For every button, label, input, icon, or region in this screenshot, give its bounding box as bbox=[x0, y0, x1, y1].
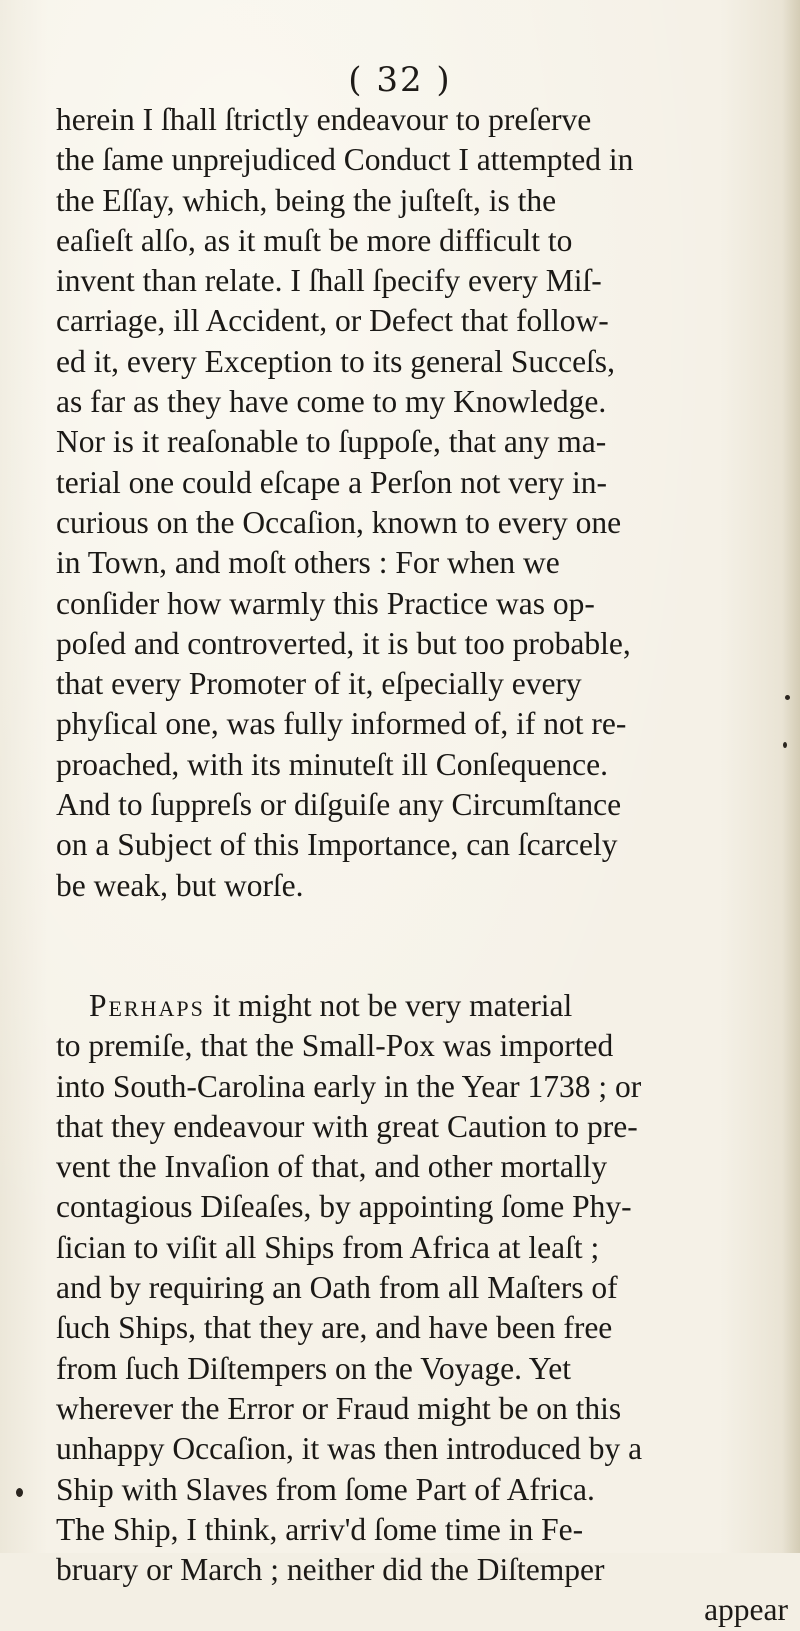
text-line: unhappy Occaſion, it was then introduced by a bbox=[56, 1431, 643, 1467]
ink-blot bbox=[785, 695, 790, 700]
paragraph-spacer bbox=[56, 906, 796, 986]
text-line: curious on the Occaſion, known to every one bbox=[56, 504, 622, 540]
text-line: poſed and controverted, it is but too probable, bbox=[56, 625, 631, 661]
text-line: ſician to viſit all Ships from Africa at leaſt ; bbox=[56, 1229, 600, 1265]
text-line: The Ship, I think, arriv'd ſome time in Fe- bbox=[56, 1511, 584, 1547]
paragraph-2-first-line bbox=[56, 986, 796, 1026]
paragraph-2 bbox=[56, 986, 796, 1590]
text-line: proached, with its minuteſt ill Conſequence. bbox=[56, 746, 609, 782]
text-line: contagious Diſeaſes, by appointing ſome Phy- bbox=[56, 1189, 632, 1225]
text-line: as far as they have come to my Knowledge. bbox=[56, 384, 607, 420]
text-line: Ship with Slaves from ſome Part of Africa. bbox=[56, 1471, 595, 1507]
text-line: ed it, every Exception to its general Succeſs, bbox=[56, 343, 615, 379]
text-line: bruary or March ; neither did the Diſtemper bbox=[56, 1552, 605, 1588]
text-line: the ſame unprejudiced Conduct I attempted in bbox=[56, 142, 634, 178]
page-body bbox=[56, 100, 796, 1630]
paragraph-1 bbox=[56, 100, 796, 906]
text-line: herein I ſhall ſtrictly endeavour to preſerve bbox=[56, 102, 592, 137]
page-number: ( 32 ) bbox=[348, 60, 452, 100]
text-line: eaſieſt alſo, as it muſt be more difficult to bbox=[56, 222, 573, 258]
small-caps-lead-word: Perhaps bbox=[89, 987, 205, 1023]
text-line: that every Promoter of it, eſpecially every bbox=[56, 666, 582, 702]
text-line: terial one could eſcape a Perſon not very in- bbox=[56, 464, 608, 500]
text-line: from ſuch Diſtempers on the Voyage. Yet bbox=[56, 1350, 572, 1386]
text-line: in Town, and moſt others : For when we bbox=[56, 545, 560, 581]
first-line-text: it might not be very material bbox=[212, 987, 573, 1023]
text-line: to premiſe, that the Small-Pox was imported bbox=[56, 1028, 614, 1064]
text-line: And to ſuppreſs or diſguiſe any Circumſtance bbox=[56, 787, 622, 823]
text-line: that they endeavour with great Caution to pre- bbox=[56, 1108, 638, 1144]
text-line: Nor is it reaſonable to ſuppoſe, that any ma- bbox=[56, 424, 607, 460]
ink-blot bbox=[783, 742, 787, 748]
text-line: and by requiring an Oath from all Maſters of bbox=[56, 1270, 618, 1306]
text-line: wherever the Error or Fraud might be on this bbox=[56, 1390, 622, 1426]
text-line: conſider how warmly this Practice was op- bbox=[56, 585, 595, 621]
text-line: into South-Carolina early in the Year 1738 ; or bbox=[56, 1068, 642, 1104]
catchword: appear bbox=[704, 1592, 788, 1628]
text-line: invent than relate. I ſhall ſpecify every Miſ- bbox=[56, 263, 602, 299]
text-line: carriage, ill Accident, or Defect that follow- bbox=[56, 303, 609, 339]
text-line: the Eſſay, which, being the juſteſt, is the bbox=[56, 182, 557, 218]
text-line: phyſical one, was fully informed of, if not re- bbox=[56, 706, 627, 742]
text-line: be weak, but worſe. bbox=[56, 867, 304, 903]
text-line: ſuch Ships, that they are, and have been free bbox=[56, 1310, 613, 1346]
text-line: on a Subject of this Importance, can ſcarcely bbox=[56, 827, 618, 863]
text-line: vent the Invaſion of that, and other mortally bbox=[56, 1149, 608, 1185]
ink-blot bbox=[16, 1488, 23, 1497]
